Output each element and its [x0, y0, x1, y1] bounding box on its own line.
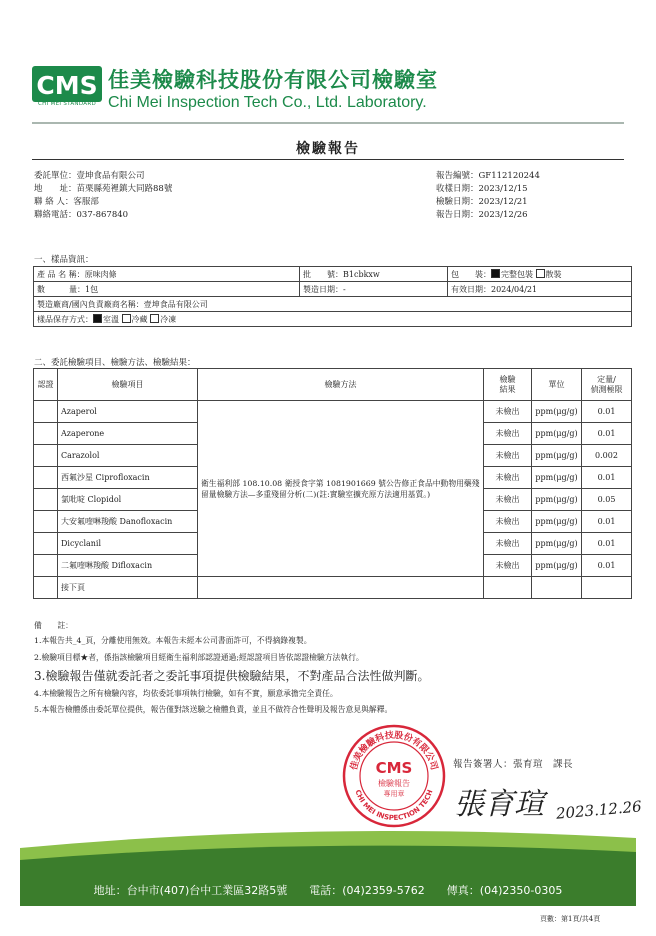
- results-table: [33, 368, 632, 599]
- client-unit-row: [34, 171, 172, 182]
- client-contact-label: 聯 絡 人：: [34, 197, 74, 207]
- client-unit-label: 委託單位：: [34, 171, 77, 181]
- stamp-logo: CMS: [375, 759, 413, 777]
- sample-heading: 一、樣品資訊：: [34, 255, 94, 265]
- item-name: Carazolol: [58, 445, 198, 467]
- client-address: 苗栗縣苑裡鎮大同路88號: [76, 184, 173, 194]
- notes-heading: 備 註：: [34, 621, 73, 630]
- footer-contact: [20, 882, 636, 898]
- client-address-row: [34, 184, 172, 195]
- client-info: [34, 171, 172, 221]
- product-name: 原味肉條: [84, 269, 117, 279]
- client-contact-row: [34, 197, 172, 208]
- cert-cell: [34, 555, 58, 577]
- item-name: 大安氟喹啉羧酸 Danofloxacin: [58, 511, 198, 533]
- col-lod-line1: 定量/: [597, 374, 616, 384]
- note-5: 5.本報告檢體係由委託單位提供，報告僅對該送驗之檢體負責，並且不做符合性聲明及報告意見與解釋。: [34, 705, 393, 714]
- client-phone-label: 聯絡電話：: [34, 210, 77, 220]
- item-name: Azaperol: [58, 401, 198, 423]
- page-number: 頁數：第1頁/共4頁: [540, 915, 601, 923]
- item-name: 西氟沙星 Ciprofloxacin: [58, 467, 198, 489]
- expiry-date: 2024/04/21: [491, 284, 538, 294]
- footer-phone: 電話：(04)2359-5762: [309, 884, 425, 897]
- inspection-stamp: [342, 724, 446, 828]
- stamp-ring-text-en: CHI MEI INSPECTION TECH: [353, 788, 435, 823]
- mfg-date-label: 製造日期：: [303, 284, 343, 294]
- batch-number: B1cbkxw: [343, 269, 380, 279]
- report-info: [436, 171, 540, 221]
- batch-label: 批 號：: [303, 269, 343, 279]
- unit-value: ppm(μg/g): [532, 489, 582, 511]
- result-value: 未檢出: [484, 401, 532, 423]
- cert-cell: [34, 489, 58, 511]
- lod-value: 0.01: [582, 423, 632, 445]
- cert-cell: [34, 577, 58, 599]
- package-cell: [448, 267, 632, 282]
- sample-table: [33, 266, 632, 327]
- note-2: 2.檢驗項目標★者，係指該檢驗項目經衛生福利部認證通過;經認證項目皆依認證檢驗方法執行。: [34, 653, 364, 662]
- cert-cell: [34, 467, 58, 489]
- continued-row: [34, 577, 632, 599]
- cert-cell: [34, 511, 58, 533]
- result-value: 未檢出: [484, 423, 532, 445]
- report-date-label: 報告日期：: [436, 210, 479, 220]
- manufacturer-cell: [34, 297, 632, 312]
- report-no: GF112120244: [478, 171, 540, 181]
- col-item: 檢驗項目: [58, 369, 198, 401]
- note-1: 1.本報告共_4_頁，分離使用無效。本報告未經本公司書面許可，不得摘錄複製。: [34, 636, 312, 645]
- footer-fax: 傳真：(04)2350-0305: [446, 884, 563, 897]
- quantity-label: 數 量：: [37, 284, 85, 294]
- package-whole-checkbox: [491, 269, 500, 278]
- result-value: 未檢出: [484, 555, 532, 577]
- item-name: Dicyclanil: [58, 533, 198, 555]
- sample-row-4: [34, 312, 632, 327]
- logo-caption: CHI MEI STANDARD: [38, 101, 96, 107]
- col-cert: 認證: [34, 369, 58, 401]
- stamp-ring-text: 佳美檢驗科技股份有限公司: [349, 730, 439, 772]
- stamp-line-2: 專用章: [383, 790, 405, 798]
- quantity-cell: [34, 282, 300, 297]
- title-divider: [32, 159, 624, 160]
- package-whole-label: 完整包裝: [501, 269, 533, 279]
- signer-title: 課長: [553, 759, 574, 770]
- col-result: [484, 369, 532, 401]
- empty-cell: [484, 577, 532, 599]
- sample-row-2: [34, 282, 632, 297]
- package-label: 包 裝：: [451, 269, 491, 279]
- signer-name: 張育瑄: [513, 759, 544, 770]
- storage-chilled-label: 冷藏: [131, 314, 148, 324]
- manufacturer: 壹坤食品有限公司: [143, 299, 208, 309]
- product-name-cell: [34, 267, 300, 282]
- cert-cell: [34, 533, 58, 555]
- handwritten-signature: [448, 778, 648, 826]
- report-no-row: [436, 171, 540, 182]
- signer-label: 報告簽署人：: [453, 759, 514, 770]
- col-lod: [582, 369, 632, 401]
- quantity: 1包: [85, 284, 99, 294]
- lod-value: 0.01: [582, 467, 632, 489]
- client-address-label: 地 址：: [34, 184, 77, 194]
- item-name: 氯吡啶 Clopidol: [58, 489, 198, 511]
- mfg-date-cell: [300, 282, 448, 297]
- received-date: 2023/12/15: [478, 184, 528, 194]
- client-unit: 壹坤食品有限公司: [76, 171, 145, 181]
- expiry-label: 有效日期：: [451, 284, 491, 294]
- package-bulk-checkbox: [536, 269, 545, 278]
- manufacturer-label: 製造廠商/國內負責廠商名稱：: [37, 299, 144, 309]
- unit-value: ppm(μg/g): [532, 533, 582, 555]
- received-date-label: 收樣日期：: [436, 184, 479, 194]
- cert-cell: [34, 401, 58, 423]
- header-divider: [32, 122, 624, 124]
- signer-line: [453, 756, 573, 770]
- client-phone: 037-867840: [76, 210, 129, 220]
- unit-value: ppm(μg/g): [532, 555, 582, 577]
- sample-row-1: [34, 267, 632, 282]
- client-contact: 客服部: [73, 197, 99, 207]
- unit-value: ppm(μg/g): [532, 423, 582, 445]
- unit-value: ppm(μg/g): [532, 401, 582, 423]
- result-value: 未檢出: [484, 489, 532, 511]
- cert-cell: [34, 423, 58, 445]
- col-result-line2: 結果: [499, 384, 516, 394]
- mfg-date: -: [343, 284, 346, 294]
- unit-value: ppm(μg/g): [532, 467, 582, 489]
- result-row: [34, 401, 632, 423]
- empty-cell: [198, 577, 484, 599]
- col-result-line1: 檢驗: [499, 374, 516, 384]
- item-name: 二氟喹啉羧酸 Difloxacin: [58, 555, 198, 577]
- storage-room-checkbox: [93, 314, 102, 323]
- expiry-cell: [448, 282, 632, 297]
- note-4: 4.本檢驗報告之所有檢驗內容，均依委託事項執行檢驗，如有不實，願意承擔完全責任。: [34, 689, 338, 698]
- unit-value: ppm(μg/g): [532, 511, 582, 533]
- lod-value: 0.01: [582, 511, 632, 533]
- result-value: 未檢出: [484, 511, 532, 533]
- signature-text: 張育瑄: [454, 787, 544, 822]
- empty-cell: [582, 577, 632, 599]
- footer-address: 地址：台中市(407)台中工業區32路5號: [93, 884, 288, 897]
- lod-value: 0.01: [582, 533, 632, 555]
- lod-value: 0.01: [582, 555, 632, 577]
- unit-value: ppm(μg/g): [532, 445, 582, 467]
- company-name-en: Chi Mei Inspection Tech Co., Ltd. Laboratory.: [108, 94, 427, 111]
- lod-value: 0.05: [582, 489, 632, 511]
- report-date: 2023/12/26: [478, 210, 528, 220]
- result-value: 未檢出: [484, 533, 532, 555]
- logo-text: CMS: [36, 71, 98, 100]
- client-phone-row: [34, 210, 172, 221]
- col-method: 檢驗方法: [198, 369, 484, 401]
- storage-cell: [34, 312, 632, 327]
- received-date-row: [436, 184, 540, 195]
- test-date-row: [436, 197, 540, 208]
- col-lod-line2: 偵測極限: [590, 384, 623, 394]
- result-value: 未檢出: [484, 467, 532, 489]
- sample-row-3: [34, 297, 632, 312]
- method-cell: 衛生福利部 108.10.08 衛授食字第 1081901669 號公告修正食品中動物用藥殘留量檢驗方法—多重殘留分析(二)(註:實驗室擴充原方法適用基質。): [198, 401, 484, 577]
- stamp-line-1: 檢驗報告: [378, 779, 410, 788]
- storage-chilled-checkbox: [122, 314, 131, 323]
- storage-frozen-checkbox: [150, 314, 159, 323]
- test-date: 2023/12/21: [478, 197, 528, 207]
- cert-cell: [34, 445, 58, 467]
- results-header-row: [34, 369, 632, 401]
- report-no-label: 報告編號：: [436, 171, 479, 181]
- empty-cell: [532, 577, 582, 599]
- storage-frozen-label: 冷凍: [160, 314, 177, 324]
- company-name-zh: 佳美檢驗科技股份有限公司檢驗室: [108, 68, 438, 92]
- report-date-row: [436, 210, 540, 221]
- test-date-label: 檢驗日期：: [436, 197, 479, 207]
- col-unit: 單位: [532, 369, 582, 401]
- product-name-label: 產 品 名 稱：: [37, 269, 85, 279]
- batch-cell: [300, 267, 448, 282]
- result-value: 未檢出: [484, 445, 532, 467]
- storage-room-label: 室溫: [103, 314, 119, 324]
- package-bulk-label: 散裝: [545, 269, 562, 279]
- signature-date: 2023.12.26: [555, 797, 643, 823]
- item-name: Azaperone: [58, 423, 198, 445]
- next-page-note: 接下頁: [58, 577, 198, 599]
- document-title: 檢驗報告: [296, 141, 360, 157]
- storage-label: 樣品保存方式：: [37, 314, 93, 324]
- lod-value: 0.01: [582, 401, 632, 423]
- note-3: 3.檢驗報告僅就委託者之委託事項提供檢驗結果，不對產品合法性做判斷。: [34, 669, 430, 683]
- lod-value: 0.002: [582, 445, 632, 467]
- results-heading: 二、委託檢驗項目、檢驗方法、檢驗結果：: [34, 358, 196, 368]
